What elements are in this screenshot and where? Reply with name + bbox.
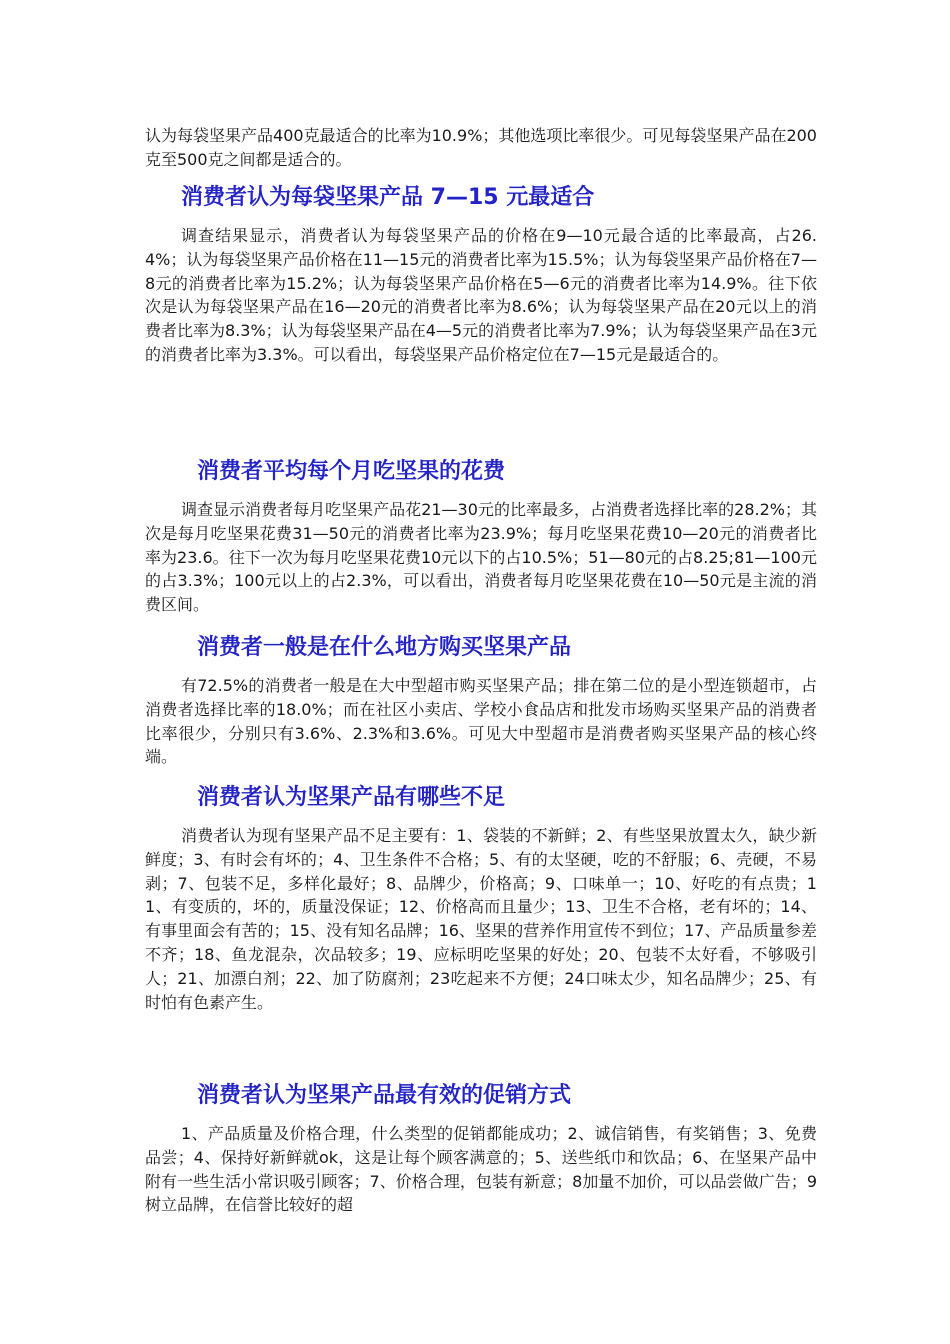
continuation-paragraph: 认为每袋坚果产品400克最适合的比率为10.9%；其他选项比率很少。可见每袋坚果产品在200克至500克之间都是适合的。 (145, 126, 817, 169)
section-heading-shortcomings: 消费者认为坚果产品有哪些不足 (197, 785, 506, 810)
section-heading-monthly-spend: 消费者平均每个月吃坚果的花费 (197, 459, 506, 484)
section-body-promotion: 1、产品质量及价格合理，什么类型的促销都能成功；2、诚信销售，有奖销售；3、免费品尝；4、保持好新鲜就ok，这是让每个顾客满意的；5、送些纸巾和饮品；6、在坚果产品中附有一些生活小常识吸引顾客；7、价格合理，包装有新意；8加量不加价，可以品尝做广告；9树立品牌，在信誉比较好的超 (145, 1124, 817, 1215)
section-body-shortcomings: 消费者认为现有坚果产品不足主要有：1、袋装的不新鲜；2、有些坚果放置太久，缺少新鲜度；3、有时会有坏的；4、卫生条件不合格；5、有的太坚硬，吃的不舒服；6、壳硬，不易剥；7、包装不足，多样化最好；8、品牌少，价格高；9、口味单一；10、好吃的有点贵；11、有变质的，坏的，质量没保证；12、价格高而且量少；13、卫生不合格，老有坏的；14、有事里面会有苦的；15、没有知名品牌；16、坚果的营养作用宣传不到位；17、产品质量参差不齐；18、鱼龙混杂，次品较多；19、应标明吃坚果的好处；20、包装不太好看，不够吸引人；21、加漂白剂；22、加了防腐剂；23吃起来不方便；24口味太少，知名品牌少；25、有时怕有色素产生。 (145, 826, 817, 1012)
section-heading-price: 消费者认为每袋坚果产品 7—15 元最适合 (181, 185, 595, 210)
section-body-price: 调查结果显示，消费者认为每袋坚果产品的价格在9—10元最合适的比率最高，占26.4%；认为每袋坚果产品价格在11—15元的消费者比率为15.5%；认为每袋坚果产品价格在7—8元的消费者比率为15.2%；认为每袋坚果产品价格在5—6元的消费者比率为14.9%。往下依次是认为每袋坚果产品在16—20元的消费者比率为8.6%；认为每袋坚果产品在20元以上的消费者比率为8.3%；认为每袋坚果产品在4—5元的消费者比率为7.9%；认为每袋坚果产品在3元的消费者比率为3.3%。可以看出，每袋坚果产品价格定位在7—15元是最适合的。 (145, 226, 817, 364)
section-body-purchase-place: 有72.5%的消费者一般是在大中型超市购买坚果产品；排在第二位的是小型连锁超市，占消费者选择比率的18.0%；而在社区小卖店、学校小食品店和批发市场购买坚果产品的消费者比率很少，分别只有3.6%、2.3%和3.6%。可见大中型超市是消费者购买坚果产品的核心终端。 (145, 676, 817, 767)
section-heading-purchase-place: 消费者一般是在什么地方购买坚果产品 (197, 635, 572, 660)
section-body-monthly-spend: 调查显示消费者每月吃坚果产品花21—30元的比率最多，占消费者选择比率的28.2%；其次是每月吃坚果花费31—50元的消费者比率为23.9%；每月吃坚果花费10—20元的消费者比率为23.6。往下一次为每月吃坚果花费10元以下的占10.5%；51—80元的占8.25;81—100元的占3.3%；100元以上的占2.3%，可以看出，消费者每月吃坚果花费在10—50元是主流的消费区间。 (145, 500, 817, 615)
section-heading-promotion: 消费者认为坚果产品最有效的促销方式 (197, 1083, 572, 1108)
